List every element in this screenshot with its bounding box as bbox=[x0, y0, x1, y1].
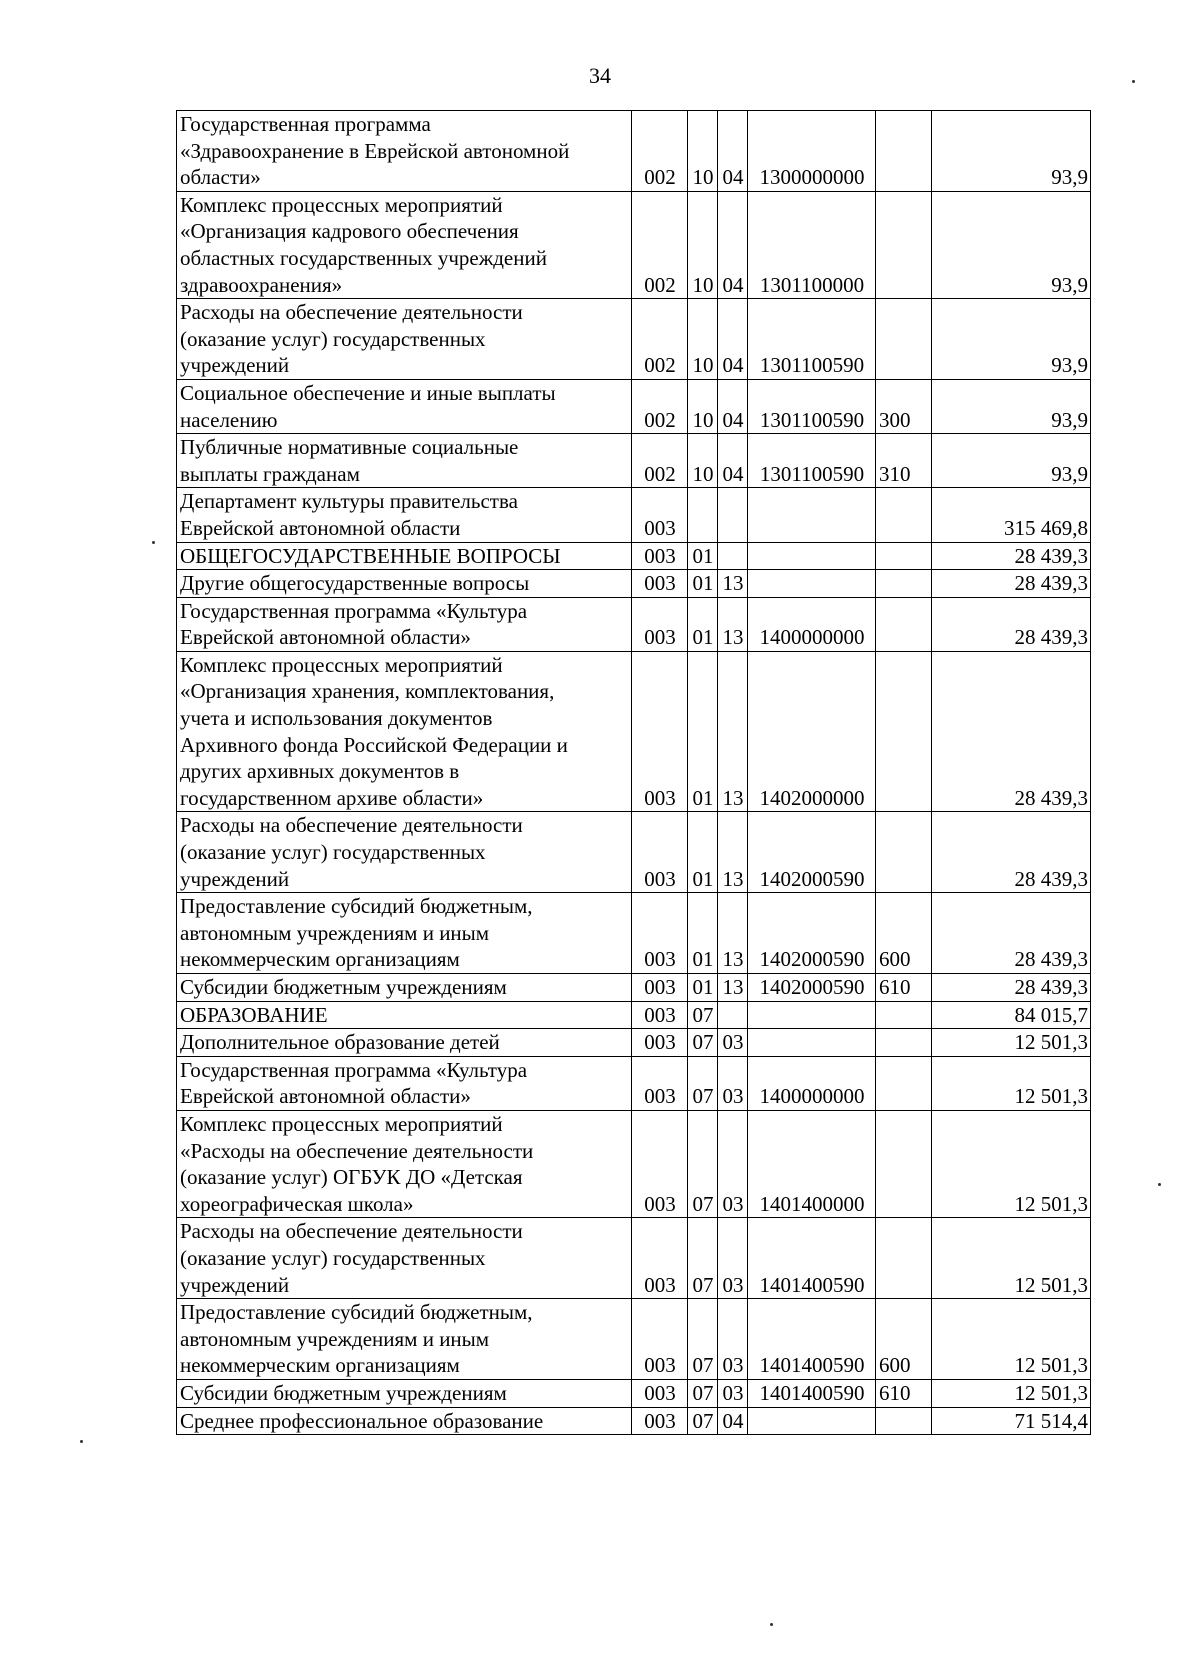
grbs-cell: 003 bbox=[632, 1218, 688, 1299]
row-name-cell: Субсидии бюджетным учреждениям bbox=[177, 1379, 632, 1407]
target-article-cell bbox=[748, 488, 876, 542]
page-number: 34 bbox=[589, 63, 611, 88]
grbs-cell: 003 bbox=[632, 893, 688, 974]
row-name-cell: Субсидии бюджетным учреждениям bbox=[177, 974, 632, 1002]
budget-table bbox=[176, 110, 1091, 1435]
subsection-cell: 13 bbox=[718, 812, 748, 893]
target-article-cell: 1301100590 bbox=[748, 379, 876, 433]
expense-type-cell: 600 bbox=[876, 1299, 932, 1380]
amount-cell: 28 439,3 bbox=[932, 893, 1091, 974]
expense-type-cell bbox=[876, 1218, 932, 1299]
scan-speck bbox=[1132, 80, 1135, 83]
expense-type-cell bbox=[876, 597, 932, 651]
grbs-cell: 003 bbox=[632, 597, 688, 651]
table-row bbox=[177, 1299, 1091, 1380]
expense-type-cell bbox=[876, 1001, 932, 1029]
subsection-cell: 03 bbox=[718, 1379, 748, 1407]
subsection-cell: 13 bbox=[718, 893, 748, 974]
table-row bbox=[177, 299, 1091, 380]
grbs-cell: 002 bbox=[632, 111, 688, 192]
scan-speck bbox=[80, 1440, 83, 1443]
row-name-cell: Комплекс процессных мероприятий «Расходы на обеспечение деятельности (оказание услуг) ОГБУК ДО «Детская хореографическая школа» bbox=[177, 1110, 632, 1217]
section-cell: 10 bbox=[688, 191, 718, 298]
table-row bbox=[177, 597, 1091, 651]
section-cell: 07 bbox=[688, 1056, 718, 1110]
budget-table-body bbox=[177, 111, 1091, 1435]
table-row bbox=[177, 974, 1091, 1002]
expense-type-cell: 610 bbox=[876, 1379, 932, 1407]
row-name-cell: Дополнительное образование детей bbox=[177, 1029, 632, 1057]
table-row bbox=[177, 1407, 1091, 1435]
grbs-cell: 003 bbox=[632, 812, 688, 893]
target-article-cell bbox=[748, 1407, 876, 1435]
target-article-cell: 1401400000 bbox=[748, 1110, 876, 1217]
section-cell: 07 bbox=[688, 1001, 718, 1029]
table-row bbox=[177, 1379, 1091, 1407]
subsection-cell bbox=[718, 488, 748, 542]
target-article-cell: 1400000000 bbox=[748, 1056, 876, 1110]
table-row bbox=[177, 1001, 1091, 1029]
section-cell: 07 bbox=[688, 1379, 718, 1407]
subsection-cell bbox=[718, 1001, 748, 1029]
target-article-cell: 1300000000 bbox=[748, 111, 876, 192]
subsection-cell: 04 bbox=[718, 111, 748, 192]
grbs-cell: 003 bbox=[632, 974, 688, 1002]
subsection-cell: 13 bbox=[718, 974, 748, 1002]
table-row bbox=[177, 379, 1091, 433]
subsection-cell: 04 bbox=[718, 1407, 748, 1435]
row-name-cell: Предоставление субсидий бюджетным, автономным учреждениям и иным некоммерческим организациям bbox=[177, 893, 632, 974]
section-cell: 01 bbox=[688, 542, 718, 570]
expense-type-cell bbox=[876, 191, 932, 298]
table-row bbox=[177, 1056, 1091, 1110]
table-row bbox=[177, 651, 1091, 812]
grbs-cell: 002 bbox=[632, 191, 688, 298]
table-row bbox=[177, 1218, 1091, 1299]
amount-cell: 12 501,3 bbox=[932, 1056, 1091, 1110]
expense-type-cell bbox=[876, 812, 932, 893]
expense-type-cell bbox=[876, 111, 932, 192]
target-article-cell: 1402000000 bbox=[748, 651, 876, 812]
grbs-cell: 003 bbox=[632, 1407, 688, 1435]
grbs-cell: 003 bbox=[632, 1299, 688, 1380]
expense-type-cell bbox=[876, 488, 932, 542]
section-cell: 01 bbox=[688, 893, 718, 974]
subsection-cell: 13 bbox=[718, 651, 748, 812]
section-cell: 10 bbox=[688, 434, 718, 488]
grbs-cell: 003 bbox=[632, 1029, 688, 1057]
amount-cell: 12 501,3 bbox=[932, 1029, 1091, 1057]
expense-type-cell bbox=[876, 1407, 932, 1435]
target-article-cell: 1301100590 bbox=[748, 434, 876, 488]
amount-cell: 93,9 bbox=[932, 379, 1091, 433]
expense-type-cell bbox=[876, 570, 932, 598]
target-article-cell: 1301100590 bbox=[748, 299, 876, 380]
row-name-cell: Другие общегосударственные вопросы bbox=[177, 570, 632, 598]
amount-cell: 315 469,8 bbox=[932, 488, 1091, 542]
expense-type-cell bbox=[876, 1056, 932, 1110]
grbs-cell: 003 bbox=[632, 651, 688, 812]
subsection-cell: 03 bbox=[718, 1299, 748, 1380]
table-row bbox=[177, 1029, 1091, 1057]
target-article-cell bbox=[748, 1029, 876, 1057]
row-name-cell: Государственная программа «Здравоохранение в Еврейской автономной области» bbox=[177, 111, 632, 192]
row-name-cell: ОБРАЗОВАНИЕ bbox=[177, 1001, 632, 1029]
row-name-cell: Среднее профессиональное образование bbox=[177, 1407, 632, 1435]
amount-cell: 93,9 bbox=[932, 191, 1091, 298]
section-cell: 07 bbox=[688, 1299, 718, 1380]
amount-cell: 12 501,3 bbox=[932, 1379, 1091, 1407]
section-cell: 10 bbox=[688, 111, 718, 192]
row-name-cell: Государственная программа «Культура Еврейской автономной области» bbox=[177, 597, 632, 651]
amount-cell: 28 439,3 bbox=[932, 651, 1091, 812]
row-name-cell: Публичные нормативные социальные выплаты гражданам bbox=[177, 434, 632, 488]
target-article-cell: 1401400590 bbox=[748, 1218, 876, 1299]
grbs-cell: 002 bbox=[632, 299, 688, 380]
table-row bbox=[177, 893, 1091, 974]
row-name-cell: Расходы на обеспечение деятельности (оказание услуг) государственных учреждений bbox=[177, 299, 632, 380]
amount-cell: 28 439,3 bbox=[932, 974, 1091, 1002]
row-name-cell: Комплекс процессных мероприятий «Организация хранения, комплектования, учета и использования документов Архивного фонда Российской Федерации и других архивных документов в государственном архиве области» bbox=[177, 651, 632, 812]
subsection-cell: 04 bbox=[718, 191, 748, 298]
table-row bbox=[177, 570, 1091, 598]
section-cell bbox=[688, 488, 718, 542]
grbs-cell: 002 bbox=[632, 379, 688, 433]
amount-cell: 93,9 bbox=[932, 434, 1091, 488]
expense-type-cell bbox=[876, 651, 932, 812]
scan-speck bbox=[152, 541, 155, 544]
section-cell: 01 bbox=[688, 570, 718, 598]
target-article-cell: 1402000590 bbox=[748, 893, 876, 974]
amount-cell: 93,9 bbox=[932, 299, 1091, 380]
subsection-cell bbox=[718, 542, 748, 570]
subsection-cell: 04 bbox=[718, 434, 748, 488]
amount-cell: 28 439,3 bbox=[932, 812, 1091, 893]
amount-cell: 12 501,3 bbox=[932, 1218, 1091, 1299]
grbs-cell: 003 bbox=[632, 570, 688, 598]
subsection-cell: 03 bbox=[718, 1056, 748, 1110]
row-name-cell: Предоставление субсидий бюджетным, автономным учреждениям и иным некоммерческим организациям bbox=[177, 1299, 632, 1380]
target-article-cell: 1401400590 bbox=[748, 1299, 876, 1380]
subsection-cell: 13 bbox=[718, 570, 748, 598]
target-article-cell: 1402000590 bbox=[748, 812, 876, 893]
amount-cell: 93,9 bbox=[932, 111, 1091, 192]
expense-type-cell bbox=[876, 1029, 932, 1057]
amount-cell: 28 439,3 bbox=[932, 542, 1091, 570]
subsection-cell: 04 bbox=[718, 299, 748, 380]
amount-cell: 84 015,7 bbox=[932, 1001, 1091, 1029]
scan-speck bbox=[770, 1623, 773, 1626]
row-name-cell: Комплекс процессных мероприятий «Организация кадрового обеспечения областных государственных учреждений здравоохранения» bbox=[177, 191, 632, 298]
subsection-cell: 03 bbox=[718, 1029, 748, 1057]
target-article-cell: 1402000590 bbox=[748, 974, 876, 1002]
target-article-cell bbox=[748, 542, 876, 570]
row-name-cell: Департамент культуры правительства Еврейской автономной области bbox=[177, 488, 632, 542]
grbs-cell: 003 bbox=[632, 1379, 688, 1407]
table-row bbox=[177, 1110, 1091, 1217]
scan-speck bbox=[1158, 1183, 1161, 1186]
section-cell: 07 bbox=[688, 1218, 718, 1299]
amount-cell: 71 514,4 bbox=[932, 1407, 1091, 1435]
target-article-cell bbox=[748, 570, 876, 598]
section-cell: 07 bbox=[688, 1110, 718, 1217]
section-cell: 01 bbox=[688, 597, 718, 651]
subsection-cell: 13 bbox=[718, 597, 748, 651]
grbs-cell: 002 bbox=[632, 434, 688, 488]
amount-cell: 28 439,3 bbox=[932, 570, 1091, 598]
row-name-cell: Социальное обеспечение и иные выплаты населению bbox=[177, 379, 632, 433]
expense-type-cell bbox=[876, 1110, 932, 1217]
table-row bbox=[177, 812, 1091, 893]
amount-cell: 28 439,3 bbox=[932, 597, 1091, 651]
target-article-cell: 1401400590 bbox=[748, 1379, 876, 1407]
table-row bbox=[177, 434, 1091, 488]
subsection-cell: 03 bbox=[718, 1110, 748, 1217]
expense-type-cell: 300 bbox=[876, 379, 932, 433]
section-cell: 01 bbox=[688, 974, 718, 1002]
grbs-cell: 003 bbox=[632, 542, 688, 570]
table-row bbox=[177, 191, 1091, 298]
target-article-cell bbox=[748, 1001, 876, 1029]
grbs-cell: 003 bbox=[632, 1001, 688, 1029]
section-cell: 10 bbox=[688, 379, 718, 433]
grbs-cell: 003 bbox=[632, 488, 688, 542]
row-name-cell: Государственная программа «Культура Еврейской автономной области» bbox=[177, 1056, 632, 1110]
expense-type-cell bbox=[876, 542, 932, 570]
amount-cell: 12 501,3 bbox=[932, 1110, 1091, 1217]
section-cell: 10 bbox=[688, 299, 718, 380]
grbs-cell: 003 bbox=[632, 1056, 688, 1110]
expense-type-cell: 310 bbox=[876, 434, 932, 488]
section-cell: 01 bbox=[688, 812, 718, 893]
expense-type-cell: 610 bbox=[876, 974, 932, 1002]
table-row bbox=[177, 488, 1091, 542]
grbs-cell: 003 bbox=[632, 1110, 688, 1217]
row-name-cell: Расходы на обеспечение деятельности (оказание услуг) государственных учреждений bbox=[177, 812, 632, 893]
amount-cell: 12 501,3 bbox=[932, 1299, 1091, 1380]
subsection-cell: 04 bbox=[718, 379, 748, 433]
subsection-cell: 03 bbox=[718, 1218, 748, 1299]
section-cell: 01 bbox=[688, 651, 718, 812]
expense-type-cell bbox=[876, 299, 932, 380]
section-cell: 07 bbox=[688, 1029, 718, 1057]
table-row bbox=[177, 542, 1091, 570]
table-row bbox=[177, 111, 1091, 192]
row-name-cell: Расходы на обеспечение деятельности (оказание услуг) государственных учреждений bbox=[177, 1218, 632, 1299]
target-article-cell: 1400000000 bbox=[748, 597, 876, 651]
expense-type-cell: 600 bbox=[876, 893, 932, 974]
target-article-cell: 1301100000 bbox=[748, 191, 876, 298]
row-name-cell: ОБЩЕГОСУДАРСТВЕННЫЕ ВОПРОСЫ bbox=[177, 542, 632, 570]
section-cell: 07 bbox=[688, 1407, 718, 1435]
